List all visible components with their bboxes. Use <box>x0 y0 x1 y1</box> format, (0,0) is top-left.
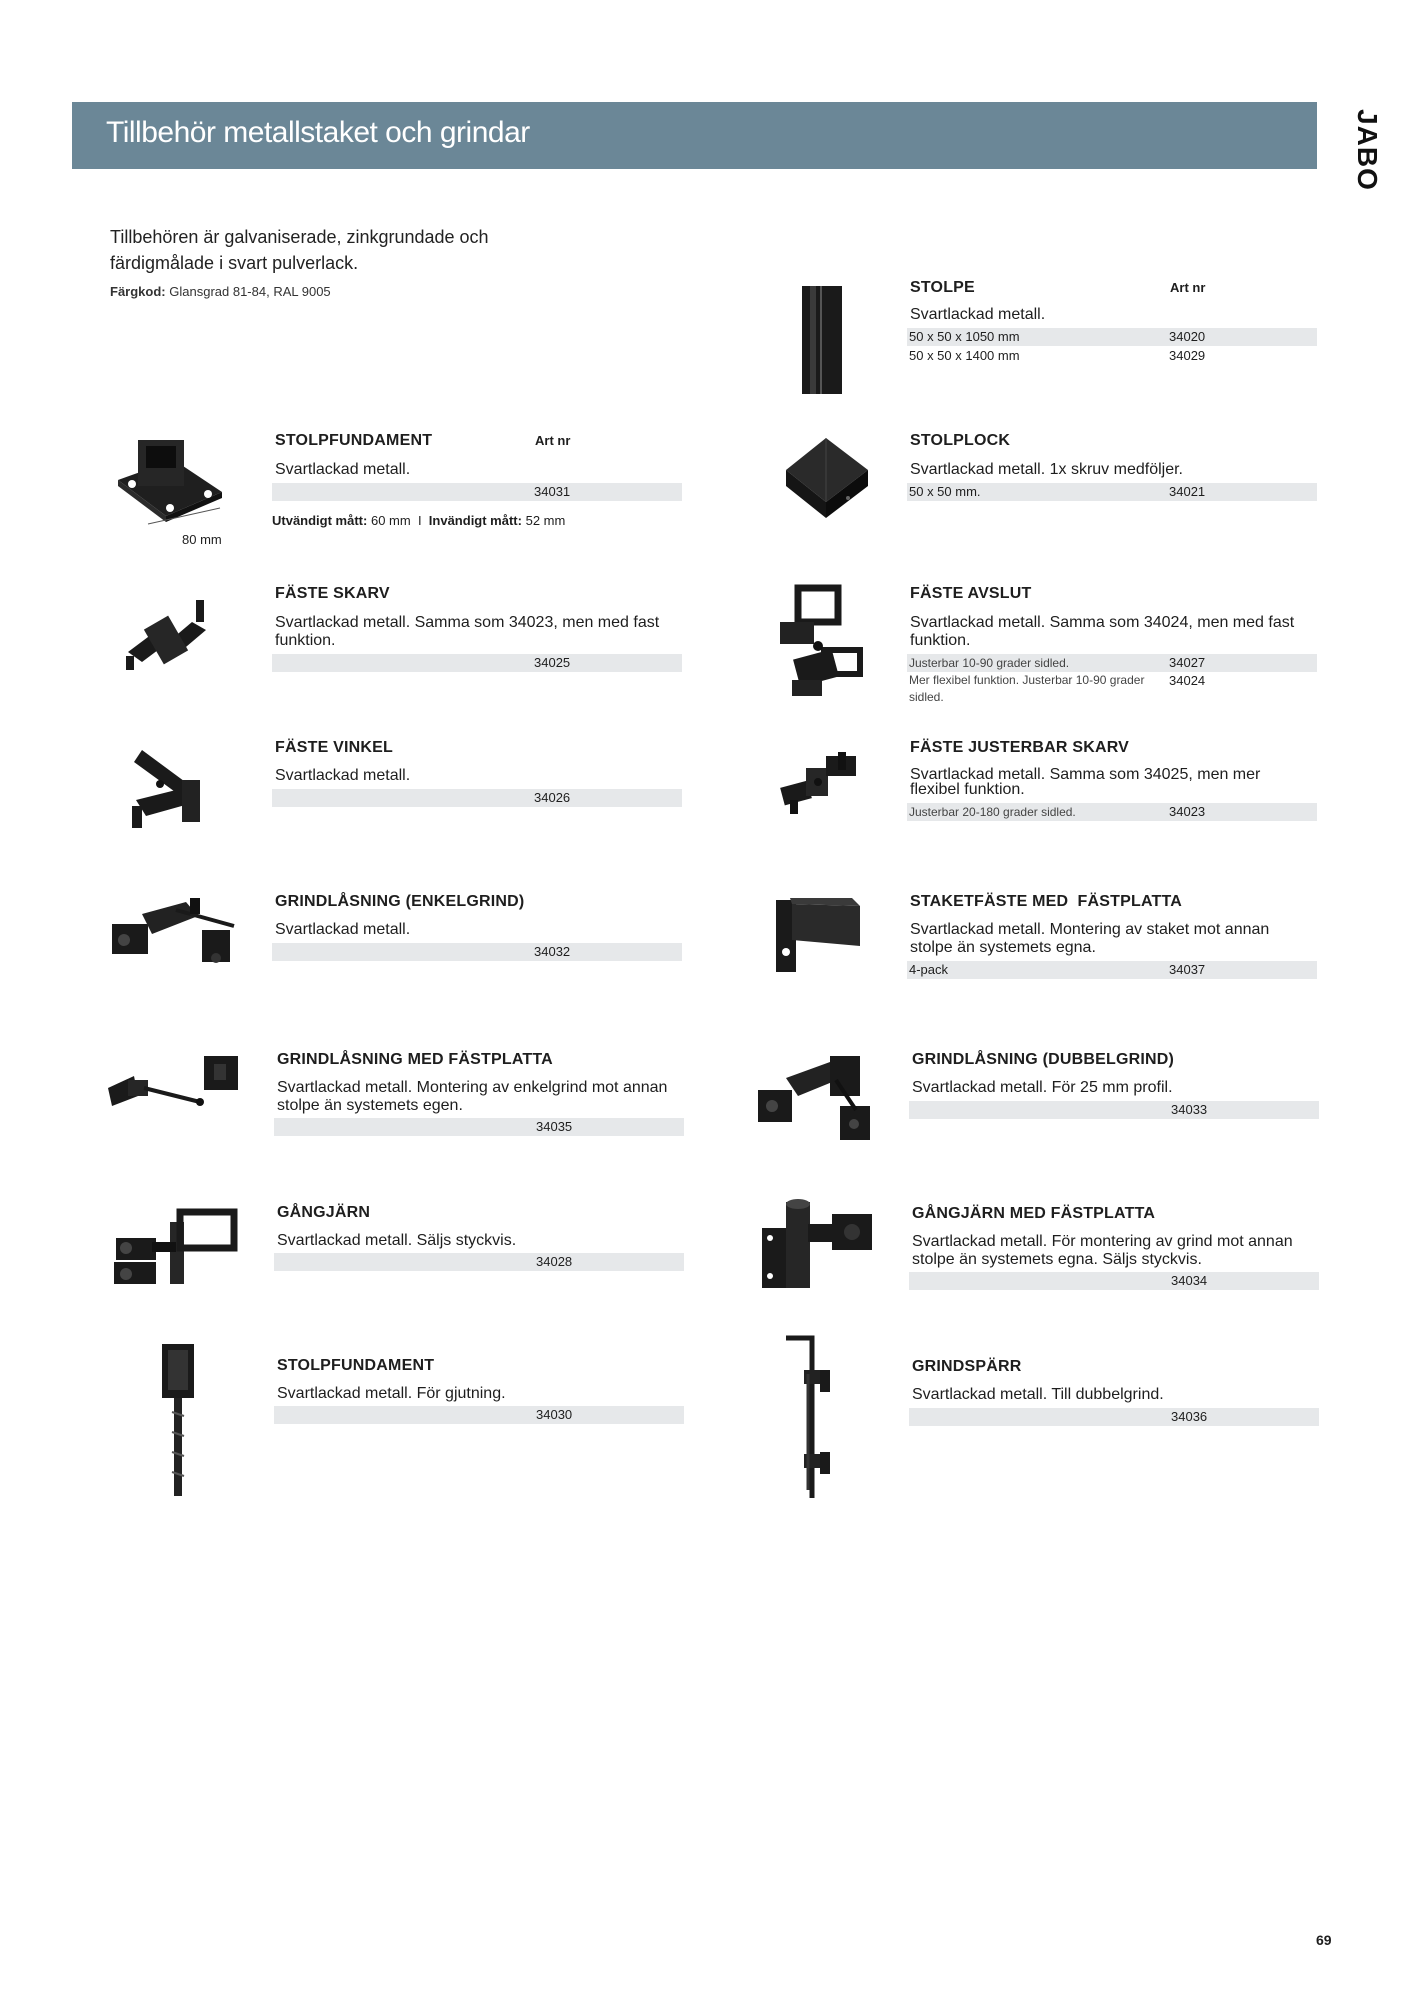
faste-avslut-row-1-label: Justerbar 10-90 grader sidled. <box>909 656 1070 670</box>
faste-vinkel-description: Svartlackad metall. <box>275 767 411 784</box>
page-number: 69 <box>1316 1932 1332 1948</box>
gangjarn-row-1 <box>274 1253 684 1271</box>
faste-vinkel-image <box>126 744 216 834</box>
staketfaste-description: Svartlackad metall. Montering av staket mot annan stolpe än systemets egna. <box>910 921 1270 956</box>
staketfaste-row-1-label: 4-pack <box>909 962 949 977</box>
faste-avslut-row-2 <box>907 672 1317 708</box>
faste-justerbar-skarv-description: Svartlackad metall. Samma som 34025, men mer flexibel funktion. <box>910 766 1261 798</box>
gangjarn-title: GÅNGJÄRN <box>277 1204 371 1221</box>
grindlasning-dubbel-title: GRINDLÅSNING (DUBBELGRIND) <box>912 1051 1175 1068</box>
stolpfundament-description: Svartlackad metall. <box>275 461 411 478</box>
color-code <box>110 284 331 299</box>
faste-vinkel-row-1 <box>272 789 682 807</box>
stolpfundament-row-1-nr: 34031 <box>534 484 571 499</box>
gangjarn-fastplatta-image <box>760 1198 876 1290</box>
stolplock-description: Svartlackad metall. 1x skruv medföljer. <box>910 461 1183 478</box>
staketfaste-row-1-nr: 34037 <box>1169 962 1206 977</box>
faste-avslut-image <box>772 584 882 714</box>
faste-justerbar-skarv-row-1-label: Justerbar 20-180 grader sidled. <box>909 805 1076 819</box>
grindlasning-enkel-title: GRINDLÅSNING (ENKELGRIND) <box>275 893 525 910</box>
gangjarn-fastplatta-title: GÅNGJÄRN MED FÄSTPLATTA <box>912 1205 1156 1222</box>
faste-avslut-row-2-nr: 34024 <box>1169 673 1206 688</box>
faste-justerbar-skarv-image <box>778 750 868 816</box>
grindlasning-dubbel-image <box>756 1050 884 1146</box>
grindlasning-enkel-description: Svartlackad metall. <box>275 921 411 938</box>
inner-measure-value: 52 mm <box>525 513 566 528</box>
staketfaste-image <box>772 896 868 976</box>
faste-vinkel-row-1-nr: 34026 <box>534 790 571 805</box>
faste-skarv-title: FÄSTE SKARV <box>275 585 390 602</box>
stolplock-row-1-label: 50 x 50 mm. <box>909 484 981 499</box>
faste-skarv-row-1-nr: 34025 <box>534 655 571 670</box>
faste-avslut-row-1-nr: 34027 <box>1169 655 1206 670</box>
grindsparr-row-1 <box>909 1408 1319 1426</box>
staketfaste-row-1 <box>907 961 1317 979</box>
faste-avslut-row-2-label: Mer flexibel funktion. Justerbar 10-90 grader sidled. <box>909 673 1145 704</box>
faste-skarv-row-1 <box>272 654 682 672</box>
inner-measure-label: Invändigt mått: <box>428 513 522 528</box>
grindlasning-fastplatta-description: Svartlackad metall. Montering av enkelgrind mot annan stolpe än systemets egen. <box>277 1079 668 1114</box>
stolpfundament-title: STOLPFUNDAMENT <box>275 432 433 449</box>
stolpe-row-1-nr: 34020 <box>1169 329 1206 344</box>
grindlasning-enkel-image <box>106 894 242 974</box>
grindlasning-fastplatta-title: GRINDLÅSNING MED FÄSTPLATTA <box>277 1051 553 1068</box>
faste-justerbar-skarv-row-1 <box>907 803 1317 821</box>
stolpe-row-1 <box>907 328 1317 346</box>
stolpe-title: STOLPE <box>910 279 975 296</box>
color-code-label: Färgkod: <box>110 284 166 299</box>
grindlasning-dubbel-row-1 <box>909 1101 1319 1119</box>
stolpfundament-gjutning-title: STOLPFUNDAMENT <box>277 1357 435 1374</box>
stolpe-row-2-label: 50 x 50 x 1400 mm <box>909 348 1020 363</box>
faste-avslut-title: FÄSTE AVSLUT <box>910 585 1032 602</box>
stolpfundament-row-1 <box>272 483 682 501</box>
page-header-bar <box>72 102 1317 169</box>
gangjarn-fastplatta-description: Svartlackad metall. För montering av grind mot annan stolpe än systemets egna. Säljs styckvis. <box>912 1233 1293 1268</box>
grindlasning-fastplatta-row-1 <box>274 1118 684 1136</box>
color-code-value: Glansgrad 81-84, RAL 9005 <box>169 284 331 299</box>
staketfaste-title: STAKETFÄSTE MED FÄSTPLATTA <box>910 893 1183 910</box>
gangjarn-description: Svartlackad metall. Säljs styckvis. <box>277 1232 517 1249</box>
faste-skarv-description: Svartlackad metall. Samma som 34023, men med fast funktion. <box>275 614 660 649</box>
stolplock-title: STOLPLOCK <box>910 432 1011 449</box>
stolpfundament-measurements <box>272 513 565 528</box>
gangjarn-fastplatta-row-1-nr: 34034 <box>1171 1273 1208 1288</box>
stolpfundament-dimension-label: 80 mm <box>182 532 222 547</box>
stolpfundament-gjutning-description: Svartlackad metall. För gjutning. <box>277 1385 506 1402</box>
grindsparr-title: GRINDSPÄRR <box>912 1358 1022 1375</box>
faste-avslut-description: Svartlackad metall. Samma som 34024, men med fast funktion. <box>910 614 1295 649</box>
gangjarn-row-1-nr: 34028 <box>536 1254 573 1269</box>
stolplock-row-1 <box>907 483 1317 501</box>
grindsparr-row-1-nr: 34036 <box>1171 1409 1208 1424</box>
page-title: Tillbehör metallstaket och grindar <box>106 116 530 149</box>
intro-text: Tillbehören är galvaniserade, zinkgrundade och färdigmålade i svart pulverlack. <box>110 227 489 273</box>
grindsparr-description: Svartlackad metall. Till dubbelgrind. <box>912 1386 1164 1403</box>
faste-avslut-row-1 <box>907 654 1317 672</box>
stolpfundament-gjutning-row-1-nr: 34030 <box>536 1407 573 1422</box>
faste-skarv-image <box>122 594 212 674</box>
stolpe-artnr-label: Art nr <box>1170 280 1206 295</box>
grindlasning-enkel-row-1-nr: 34032 <box>534 944 571 959</box>
brand-logo-text: JABO <box>1351 109 1383 191</box>
grindsparr-image <box>782 1334 842 1502</box>
stolpe-row-1-label: 50 x 50 x 1050 mm <box>909 329 1020 344</box>
stolpfundament-artnr-label: Art nr <box>535 433 571 448</box>
stolpe-row-2-nr: 34029 <box>1169 348 1206 363</box>
stolpfundament-gjutning-image <box>158 1342 200 1498</box>
grindlasning-dubbel-row-1-nr: 34033 <box>1171 1102 1208 1117</box>
faste-vinkel-title: FÄSTE VINKEL <box>275 739 393 756</box>
stolpfundament-base-image <box>110 432 230 542</box>
grindlasning-fastplatta-image <box>104 1052 244 1114</box>
faste-justerbar-skarv-row-1-nr: 34023 <box>1169 804 1206 819</box>
faste-justerbar-skarv-title: FÄSTE JUSTERBAR SKARV <box>910 739 1130 756</box>
stolplock-image <box>776 432 876 522</box>
outer-measure-value: 60 mm <box>370 513 411 528</box>
brand-logo <box>1348 104 1394 194</box>
grindlasning-dubbel-description: Svartlackad metall. För 25 mm profil. <box>912 1079 1173 1096</box>
stolplock-row-1-nr: 34021 <box>1169 484 1206 499</box>
stolpe-image <box>800 286 846 396</box>
measure-separator: I <box>417 513 422 528</box>
stolpfundament-gjutning-row-1 <box>274 1406 684 1424</box>
outer-measure-label: Utvändigt mått: <box>272 513 368 528</box>
stolpe-row-2 <box>907 347 1317 365</box>
stolpe-description: Svartlackad metall. <box>910 306 1046 323</box>
grindlasning-fastplatta-row-1-nr: 34035 <box>536 1119 573 1134</box>
grindlasning-enkel-row-1 <box>272 943 682 961</box>
gangjarn-image <box>112 1208 240 1288</box>
gangjarn-fastplatta-row-1 <box>909 1272 1319 1290</box>
